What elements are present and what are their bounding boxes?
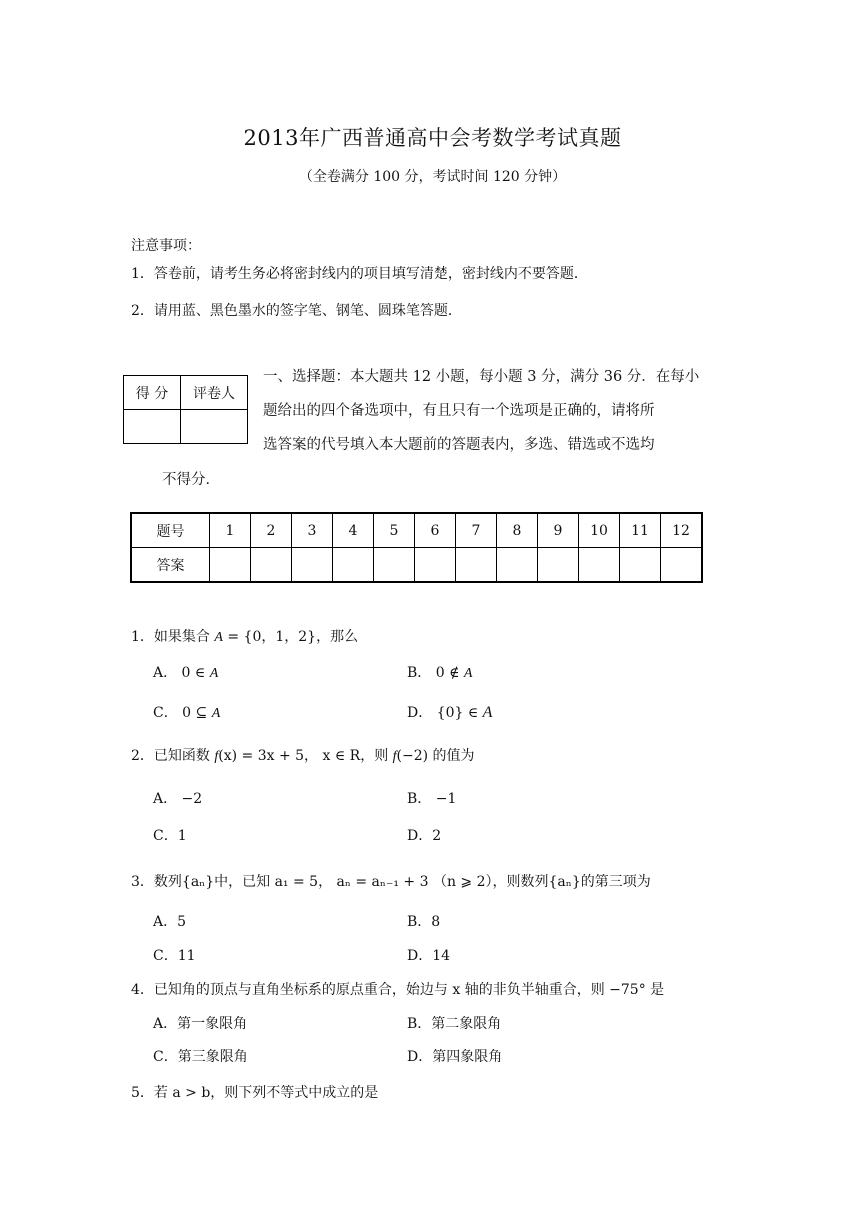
answer-cell[interactable] [456, 548, 497, 583]
q3-option-c[interactable]: C．11 [153, 948, 196, 964]
q1-stem-suffix: = {0，1，2}，那么 [222, 629, 359, 645]
question-number: 1 [210, 513, 251, 548]
question-2-stem [131, 745, 475, 765]
q4-option-b[interactable]: B．第二象限角 [407, 1016, 502, 1032]
question-number: 11 [620, 513, 661, 548]
page-subtitle: （全卷满分 100 分，考试时间 120 分钟） [298, 169, 567, 185]
section-instruction-line: 题给出的四个备选项中，有且只有一个选项是正确的，请将所 [263, 403, 655, 419]
question-1-stem [131, 626, 358, 646]
question-number: 9 [538, 513, 579, 548]
answer-cell[interactable] [415, 548, 456, 583]
grader-cell[interactable] [181, 410, 248, 444]
question-4-stem: 4．已知角的顶点与直角坐标系的原点重合，始边与 x 轴的非负半轴重合，则 −75° 是 [131, 982, 665, 998]
answer-cell[interactable] [374, 548, 415, 583]
q4-option-d[interactable]: D．第四象限角 [407, 1049, 503, 1065]
answer-table-answer-label: 答案 [131, 548, 210, 583]
section-instruction-line: 选答案的代号填入本大题前的答题表内，多选、错选或不选均 [263, 437, 655, 453]
answer-cell[interactable] [538, 548, 579, 583]
question-3-stem: 3．数列{aₙ}中，已知 a₁ = 5， aₙ = aₙ₋₁ + 3 （n ⩾ 2），则数列{aₙ}的第三项为 [131, 874, 651, 890]
q1-option-c-text: C． 0 ⊆ [153, 705, 212, 721]
answer-table [130, 512, 703, 583]
q1-option-b-var: A [463, 666, 473, 681]
q2-stem-prefix: 2．已知函数 [131, 748, 215, 764]
q1-option-b-text: B． 0 ∉ [407, 665, 464, 681]
q1-option-a-var: A [209, 666, 219, 681]
score-box [123, 375, 248, 444]
q3-option-b[interactable]: B．8 [407, 914, 441, 930]
question-number: 6 [415, 513, 456, 548]
q1-option-d-var: A [482, 704, 493, 721]
q1-stem-prefix: 1．如果集合 [131, 629, 215, 645]
q2-stem-middle: (x) = 3x + 5， x ∈ R，则 [218, 748, 393, 764]
question-number: 10 [579, 513, 620, 548]
q2-function-name: f [214, 749, 219, 764]
q4-option-c[interactable]: C．第三象限角 [153, 1049, 248, 1065]
answer-cell[interactable] [497, 548, 538, 583]
grader-label: 评卷人 [181, 376, 248, 410]
q1-option-b[interactable] [407, 662, 472, 682]
question-number: 3 [292, 513, 333, 548]
answer-cell[interactable] [661, 548, 703, 583]
answer-cell[interactable] [620, 548, 661, 583]
note-item: 2．请用蓝、黑色墨水的签字笔、钢笔、圆珠笔答题． [131, 303, 462, 319]
answer-cell[interactable] [579, 548, 620, 583]
section-instruction-line: 不得分． [162, 472, 220, 488]
q1-option-d[interactable] [407, 702, 492, 722]
question-number: 2 [251, 513, 292, 548]
score-cell[interactable] [124, 410, 181, 444]
q1-option-a-text: A． 0 ∈ [153, 665, 210, 681]
q1-stem-variable: A [214, 630, 223, 645]
question-number: 5 [374, 513, 415, 548]
question-number: 8 [497, 513, 538, 548]
question-5-stem: 5．若 a > b，则下列不等式中成立的是 [131, 1085, 379, 1101]
q1-option-c[interactable] [153, 702, 220, 722]
q4-option-a[interactable]: A．第一象限角 [153, 1016, 248, 1032]
q2-stem-suffix: (−2) 的值为 [396, 748, 475, 764]
question-number: 12 [661, 513, 703, 548]
answer-table-number-label: 题号 [131, 513, 210, 548]
q2-option-c[interactable]: C．1 [153, 828, 187, 844]
answer-cell[interactable] [292, 548, 333, 583]
q3-option-d[interactable]: D．14 [407, 948, 451, 964]
q2-function-name-2: f [392, 749, 397, 764]
score-label: 得 分 [124, 376, 181, 410]
notes-heading: 注意事项： [131, 238, 201, 254]
q2-option-d[interactable]: D．2 [407, 828, 442, 844]
page-title: 2013年广西普通高中会考数学考试真题 [243, 126, 622, 150]
q1-option-c-var: A [211, 706, 221, 721]
section-instruction-line: 一、选择题：本大题共 12 小题，每小题 3 分，满分 36 分．在每小 [263, 369, 700, 385]
q1-option-d-text: D． {0} ∈ [407, 705, 483, 721]
question-number: 4 [333, 513, 374, 548]
q2-option-b[interactable]: B． −1 [407, 791, 457, 807]
note-item: 1．答卷前，请考生务必将密封线内的项目填写清楚，密封线内不要答题． [131, 266, 588, 282]
q2-option-a[interactable]: A． −2 [153, 791, 203, 807]
q1-option-a[interactable] [153, 662, 218, 682]
q3-option-a[interactable]: A．5 [153, 914, 187, 930]
answer-cell[interactable] [251, 548, 292, 583]
question-number: 7 [456, 513, 497, 548]
answer-cell[interactable] [333, 548, 374, 583]
answer-cell[interactable] [210, 548, 251, 583]
